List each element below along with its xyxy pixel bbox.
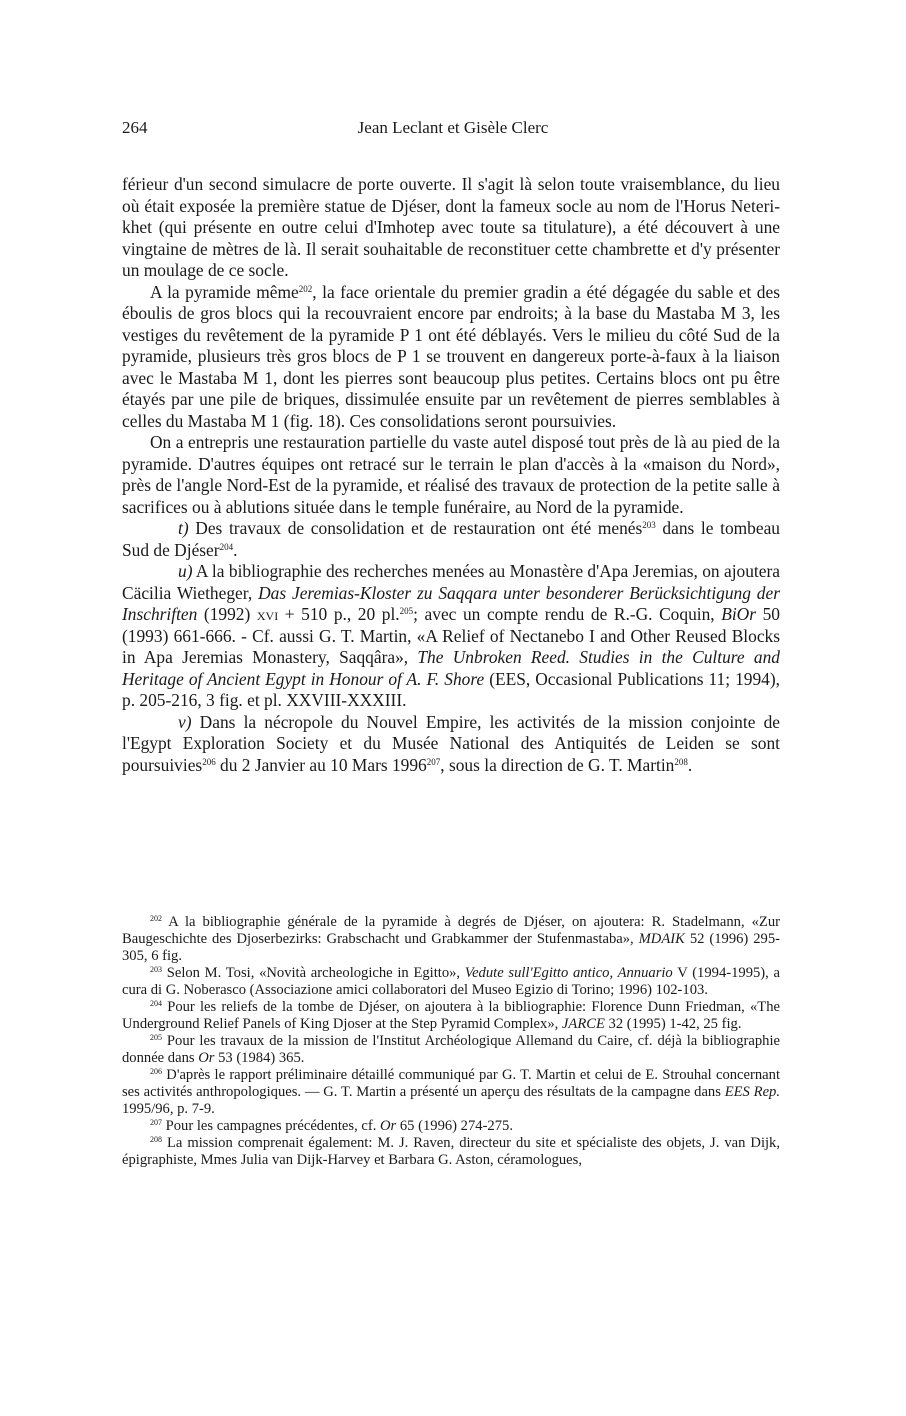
footnote: $^{202}$ A la bibliographie générale de la pyramide à degrés de Djéser, on ajoutera: R. Stadelmann, «Zur Baugeschichte des Djoserbezirks: Grabschacht und Grabkammer der Stufenmastaba», MDAIK 52 (1996) 295-305, 6 fig. xyxy=(122,914,780,964)
footnotes xyxy=(122,914,780,1169)
footnote-number: 203 xyxy=(150,965,162,974)
footnote-number: 207 xyxy=(150,1118,162,1127)
footnote: $^{206}$ D'après le rapport préliminaire détaillé communiqué par G. T. Martin et celui de E. Strouhal concernant ses activités anthropologiques. — G. T. Martin a présenté un aperçu des résultats de la campagne dans EES Rep. 1995/96, p. 7-9. xyxy=(122,1067,780,1117)
footnote-ref: 202 xyxy=(298,283,313,294)
paragraph: On a entrepris une restauration partielle du vaste autel disposé tout près de là au pied de la pyramide. D'autres équipes ont retracé sur le terrain le plan d'accès à la «maison du Nord», près de l'angle Nord-Est de la pyramide, et réalisé des travaux de protection de la petite salle à sacrifices ou à ablutions située dans le temple funéraire, au Nord de la pyramide. xyxy=(122,432,780,517)
footnote-ref: 204 xyxy=(219,541,234,552)
journal-title: Or xyxy=(198,1050,215,1066)
footnote-number: 206 xyxy=(150,1067,162,1076)
journal-title: JARCE xyxy=(561,1016,605,1032)
footnote: $^{208}$ La mission comprenait également: M. J. Raven, directeur du site et spécialiste des objets, J. van Dijk, épigraphiste, Mmes Julia van Dijk-Harvey et Barbara G. Aston, céramologues, xyxy=(122,1135,780,1168)
section-label: t) xyxy=(178,518,189,538)
footnote-number: 205 xyxy=(150,1033,162,1042)
running-title: Jean Leclant et Gisèle Clerc xyxy=(357,118,549,137)
journal-title: EES Rep. xyxy=(724,1084,780,1100)
section-t: t) Des travaux de consolidation et de restauration ont été menés$^{203}$ dans le tombeau Sud de Djéser$^{204}$. xyxy=(122,518,780,560)
book-title: Das Jeremias-Kloster zu Saqqara unter besonderer Berücksichtigung der Inschriften xyxy=(122,582,780,624)
footnote: $^{204}$ Pour les reliefs de la tombe de Djéser, on ajoutera à la bibliographie: Florence Dunn Friedman, «The Underground Relief Panels of King Djoser at the Step Pyramid Complex», JARCE 32 (1995) 1-42, 25 fig. xyxy=(122,999,780,1032)
footnote-number: 202 xyxy=(150,914,162,923)
footnote-number: 208 xyxy=(150,1135,162,1144)
section-label: u) xyxy=(178,561,193,581)
page-number: 264 xyxy=(122,118,148,137)
section-u: u) A la bibliographie des recherches menées au Monastère d'Apa Jeremias, on ajoutera Cäcilia Wietheger, Das Jeremias-Kloster zu Saqqara unter besonderer Berücksichtigung der Inschriften (1992) xvi + 510 p., 20 pl.$^{205}$; avec un compte rendu de R.-G. Coquin, BiOr 50 (1993) 661-666. - Cf. aussi G. T. Martin, «A Relief of Nectanebo I and Other Reused Blocks in Apa Jeremias Monastery, Saqqâra», The Unbroken Reed. Studies in the Culture and Heritage of Ancient Egypt in Honour of A. F. Shore (EES, Occasional Publications 11; 1994), p. 205-216, 3 fig. et pl. XXVIII-XXXIII. xyxy=(122,561,780,710)
page-header xyxy=(122,118,784,142)
section-label: v) xyxy=(178,711,192,732)
journal-title: Or xyxy=(380,1118,397,1134)
footnote: $^{205}$ Pour les travaux de la mission de l'Institut Archéologique Allemand du Caire, cf. déjà la bibliographie donnée dans Or 53 (1984) 365. xyxy=(122,1033,780,1066)
journal-title: Vedute sull'Egitto antico, Annuario xyxy=(464,965,673,981)
footnote-number: 204 xyxy=(150,999,162,1008)
journal-title: BiOr xyxy=(721,604,757,624)
paragraph: férieur d'un second simulacre de porte ouverte. Il s'agit là selon toute vraisemblance, du lieu où était exposée la première statue de Djéser, dont la fameux socle au nom de l'Horus Neteri-khet (qui présente en outre celui d'Imhotep avec toute sa titulature), a été découvert à une vingtaine de mètres de là. Il serait souhaitable de reconstituer cette chambrette et d'y présenter un moulage de ce socle. xyxy=(122,174,780,280)
footnote: $^{203}$ Selon M. Tosi, «Novità archeologiche in Egitto», Vedute sull'Egitto antico, Annuario V (1994-1995), a cura di G. Noberasco (Associazione amici collaboratori del Museo Egizio di Torino; 1996) 102-103. xyxy=(122,965,780,998)
footnote: $^{207}$ Pour les campagnes précédentes, cf. Or 65 (1996) 274-275. xyxy=(150,1118,513,1134)
footnote-ref: 205 xyxy=(399,606,414,616)
book-title: The Unbroken Reed. Studies in the Culture and Heritage of Ancient Egypt in Honour of A. F. Shore xyxy=(122,647,780,689)
paragraph: A la pyramide même$^{202}$, la face orientale du premier gradin a été dégagée du sable et des éboulis de gros blocs qui la recouvraient encore par endroits; à la base du Mastaba M 3, les vestiges du revêtement de la pyramide P 1 ont été déblayés. Vers le milieu du côté Sud de la pyramide, plusieurs très gros blocs de P 1 se trouvent en dangereux porte-à-faux à la liaison avec le Mastaba M 1, dont les pierres sont beaucoup plus petites. Certains blocs ont pu être étayés par une pile de briques, dissimulée ensuite par un revêtement de pierres semblables à celles du Mastaba M 1 (fig. 18). Ces consolidations seront poursuivies. xyxy=(122,281,780,431)
main-text xyxy=(122,174,780,776)
section-v: v) Dans la nécropole du Nouvel Empire, les activités de la mission conjointe de l'Egypt Exploration Society et du Musée National des Antiquités de Leiden se sont poursuivies$^{206}$ du 2 Janvier au 10 Mars 1996$^{207}$, sous la direction de G. T. Martin$^{208}$. xyxy=(122,711,780,775)
footnote-ref: 203 xyxy=(642,520,656,530)
footnote-ref: 206 xyxy=(202,756,216,767)
footnote-ref: 208 xyxy=(674,756,688,767)
footnote-ref: 207 xyxy=(426,756,441,767)
journal-title: MDAIK xyxy=(638,931,685,947)
